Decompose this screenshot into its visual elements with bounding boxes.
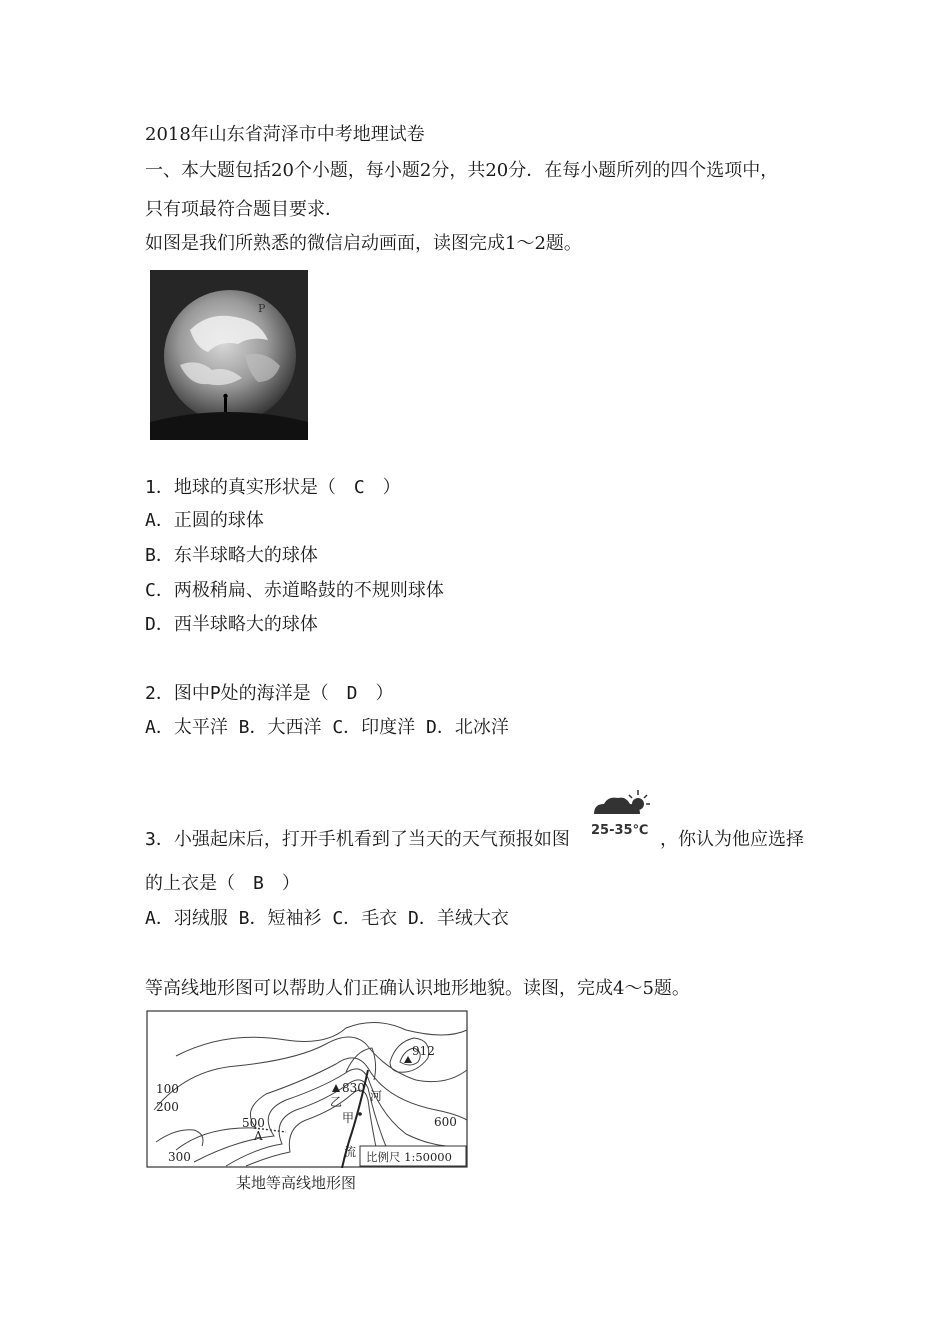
river-label-liu: 流 [344, 1145, 357, 1159]
point-label-jia: 甲 [342, 1111, 355, 1125]
earth-label-p: P [258, 302, 266, 315]
earth-image [150, 270, 308, 440]
contour-label-500: 500 [242, 1116, 265, 1130]
q3-stem-after: ，你认为他应选择 [660, 829, 804, 850]
page-title: 2018年山东省菏泽市中考地理试卷 [145, 124, 425, 145]
peak-label-830: 830 [342, 1081, 365, 1095]
point-label-yi: 乙 [330, 1095, 343, 1109]
intro-q4-5: 等高线地形图可以帮助人们正确认识地形地貌。读图，完成4～5题。 [145, 978, 690, 999]
point-label-a: A [254, 1129, 263, 1143]
q1-option-a: A．正圆的球体 [145, 510, 264, 531]
section-instruction-line1: 一、本大题包括20个小题，每小题2分，共20分．在每小题所列的四个选项中， [145, 160, 779, 181]
q1-stem: 1．地球的真实形状是（ C ） [145, 477, 401, 498]
weather-icon [588, 786, 658, 842]
peak-label-912: 912 [412, 1044, 435, 1058]
contour-label-600: 600 [434, 1115, 457, 1129]
q1-option-c: C．两极稍扁、赤道略鼓的不规则球体 [145, 580, 444, 601]
contour-label-300: 300 [168, 1150, 191, 1164]
q3-stem-before: 3．小强起床后，打开手机看到了当天的天气预报如图 [145, 829, 570, 850]
weather-temperature: 25-35℃ [591, 823, 649, 838]
q1-option-b: B．东半球略大的球体 [145, 545, 318, 566]
q1-option-d: D．西半球略大的球体 [145, 614, 318, 635]
contour-map [146, 1010, 468, 1168]
q3-options: A．羽绒服 B．短袖衫 C．毛衣 D．羊绒大衣 [145, 908, 509, 929]
section-instruction-line2: 只有项最符合题目要求． [145, 199, 343, 220]
intro-q1-2: 如图是我们所熟悉的微信启动画面，读图完成1～2题。 [145, 233, 582, 254]
river-label-he: 河 [370, 1089, 383, 1103]
q3-stem-line2: 的上衣是（ B ） [145, 873, 300, 894]
contour-label-100: 100 [156, 1082, 179, 1096]
cloud-icon [594, 798, 640, 814]
q2-options: A．太平洋 B．大西洋 C．印度洋 D．北冰洋 [145, 717, 509, 738]
contour-label-200: 200 [156, 1100, 179, 1114]
scale-label: 比例尺 1:50000 [366, 1150, 452, 1164]
q2-stem: 2．图中P处的海洋是（ D ） [145, 683, 394, 704]
contour-map-caption: 某地等高线地形图 [236, 1174, 357, 1192]
